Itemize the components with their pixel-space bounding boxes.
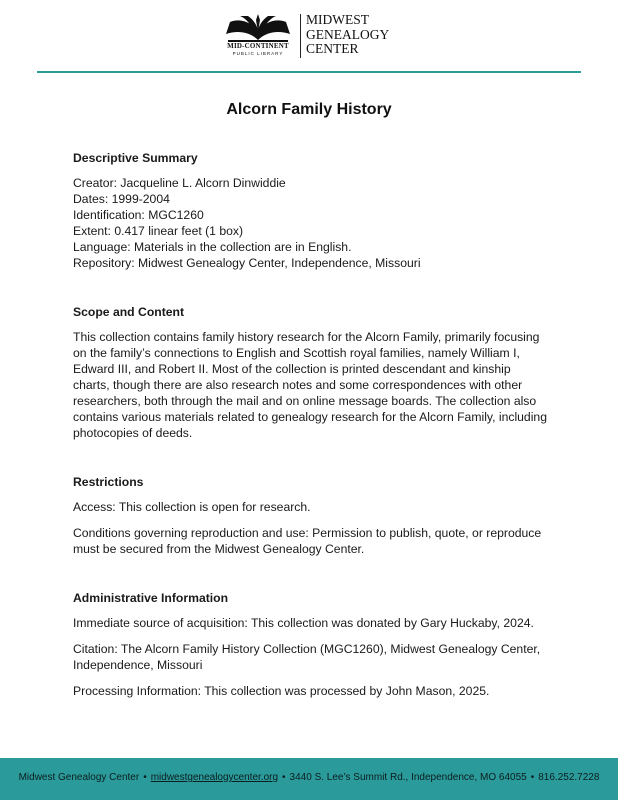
- footer-separator: •: [530, 772, 535, 783]
- footer-separator: •: [143, 772, 147, 783]
- processing-text: Processing Information: This collection was processed by John Mason, 2025.: [73, 684, 490, 698]
- descriptive-summary-section: [73, 150, 548, 271]
- access-text: Access: This collection is open for research.: [73, 500, 311, 514]
- footer-org-name: Midwest Genealogy Center: [18, 772, 140, 783]
- footer-bar: [0, 758, 618, 800]
- center-name: [306, 13, 426, 57]
- footer-address: 3440 S. Lee’s Summit Rd., Independence, MO 64055: [289, 772, 527, 783]
- summary-line: Extent: 0.417 linear feet (1 box): [73, 224, 244, 238]
- section-heading: Descriptive Summary: [73, 151, 198, 165]
- center-name-line: CENTER: [306, 41, 359, 56]
- admin-section: [73, 590, 548, 699]
- library-subtitle: PUBLIC LIBRARY: [232, 51, 284, 56]
- finding-aid-body: [73, 150, 548, 699]
- footer-contact: [0, 772, 618, 783]
- summary-line: Repository: Midwest Genealogy Center, Independence, Missouri: [73, 256, 421, 270]
- section-heading: Scope and Content: [73, 305, 185, 319]
- restrictions-section: [73, 474, 548, 557]
- section-heading: Restrictions: [73, 475, 144, 489]
- scope-text: This collection contains family history research for the Alcorn Family, primarily focusing on the family’s connections to English and Scottish royal families, namely William I, Edward III, and Robert II. Most of the collection is printed descendant and kinship charts, though there are also research notes and some correspondences with other researchers, both through the mail and on online message boards. The collection also contains various materials related to genealogy research for the Alcorn Family, including photocopies of deeds.: [73, 330, 547, 440]
- open-books-icon: [222, 14, 294, 44]
- section-heading: Administrative Information: [73, 591, 229, 605]
- footer-phone: 816.252.7228: [538, 772, 600, 783]
- footer-separator: •: [282, 772, 286, 783]
- logo-divider: [300, 14, 301, 58]
- scope-section: [73, 304, 548, 441]
- summary-line: Identification: MGC1260: [73, 208, 204, 222]
- conditions-text: Conditions governing reproduction and use: Permission to publish, quote, or reproduce must be secured from the Midwest Genealogy Center.: [73, 526, 542, 556]
- summary-line: Creator: Jacqueline L. Alcorn Dinwiddie: [73, 176, 286, 190]
- library-name: MID-CONTINENT: [227, 42, 289, 50]
- footer-website-link[interactable]: midwestgenealogycenter.org: [150, 772, 279, 783]
- citation-text: Citation: The Alcorn Family History Collection (MGC1260), Midwest Genealogy Center, Independence, Missouri: [73, 642, 541, 672]
- summary-line: Language: Materials in the collection are in English.: [73, 240, 352, 254]
- header-rule: [37, 71, 581, 73]
- summary-line: Dates: 1999-2004: [73, 192, 170, 206]
- letterhead: [0, 0, 618, 72]
- acquisition-text: Immediate source of acquisition: This collection was donated by Gary Huckaby, 2024.: [73, 616, 534, 630]
- center-name-line: MIDWEST: [306, 12, 369, 27]
- center-name-line: GENEALOGY: [306, 26, 390, 42]
- mid-continent-logo: [222, 14, 294, 58]
- page-title: Alcorn Family History: [226, 101, 392, 118]
